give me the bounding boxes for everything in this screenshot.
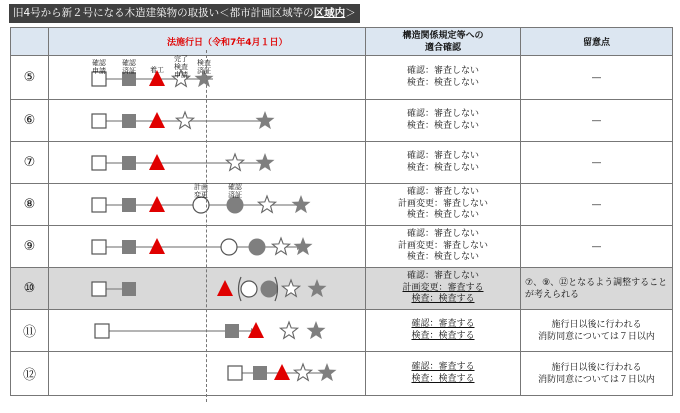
row-number: ⑪ [11, 310, 49, 352]
timeline-cell [49, 56, 366, 100]
row-number: ⑥ [11, 100, 49, 142]
legend-line: 変更 [194, 191, 208, 199]
construction-start-marker [149, 238, 165, 254]
header-confirm-line2: 適合確認 [424, 42, 461, 53]
timeline-cell [49, 100, 366, 142]
timeline-graphic [49, 268, 366, 314]
header-num [11, 28, 49, 56]
confirm-issued-marker [122, 114, 136, 128]
legend-line: 済証 [228, 191, 242, 199]
inspection-issued-marker [292, 195, 311, 213]
confirm-line: 検査：検査しない [406, 162, 479, 173]
row-number: ⑧ [11, 184, 49, 226]
legend-plan_change [191, 183, 211, 199]
table-row [11, 184, 673, 226]
row-number: ⑦ [11, 142, 49, 184]
confirm-issued-marker [122, 282, 136, 296]
legend-line: 検査 [197, 59, 211, 67]
header-notes: 留意点 [521, 28, 673, 56]
legend-inspect [194, 59, 214, 75]
legend-issued [119, 59, 139, 75]
confirm-line: 検査：検査しない [406, 210, 479, 221]
note-line: ― [592, 199, 601, 210]
construction-start-marker [217, 280, 233, 296]
timeline-cell [49, 142, 366, 184]
construction-start-marker [149, 112, 165, 128]
confirm-issued-marker [225, 324, 239, 338]
notes-cell [521, 310, 673, 352]
confirm-line: 確認：審査する [411, 362, 475, 372]
legend-line: 計画 [194, 183, 208, 191]
legend-line: 完了 [174, 55, 188, 63]
confirm-line: 確認：審査しない [406, 109, 479, 119]
confirm-apply-marker [92, 198, 106, 212]
table-row [11, 310, 673, 352]
inspection-issued-marker [308, 279, 327, 297]
completion-inspection-apply-marker [258, 196, 275, 212]
legend-line: 確認 [122, 59, 136, 67]
row-number: ⑩ [11, 268, 49, 310]
confirm-apply-marker [92, 114, 106, 128]
row-number: ⑤ [11, 56, 49, 100]
inspection-issued-marker [307, 321, 326, 339]
confirm-cell [366, 352, 521, 396]
change-issued-marker [227, 197, 244, 214]
treatment-table [10, 27, 673, 396]
inspection-issued-marker [318, 363, 337, 381]
confirm-line: 検査：検査しない [406, 120, 479, 131]
confirm-line: 検査：検査する [411, 330, 475, 341]
notes-cell [521, 100, 673, 142]
confirm-line: 確認：審査しない [406, 271, 479, 282]
confirm-cell [366, 100, 521, 142]
legend-line: 済証 [197, 67, 211, 75]
notes-cell [521, 56, 673, 100]
confirm-issued-marker [122, 156, 136, 170]
note-line: が考えられる [525, 289, 580, 300]
confirm-apply-marker [92, 282, 106, 296]
confirm-line: 検査：検査する [411, 294, 475, 305]
change-issued-marker [261, 281, 278, 298]
construction-start-marker [274, 364, 290, 380]
confirm-line: 計画変更：審査しない [397, 240, 488, 251]
completion-inspection-apply-marker [272, 238, 289, 254]
header-law-date: 法施行日（令和7年4月１日） [49, 28, 366, 56]
legend-line: 検査 [174, 63, 188, 71]
timeline-cell [49, 352, 366, 396]
header-row [11, 28, 673, 56]
timeline-graphic [49, 352, 366, 398]
completion-inspection-apply-marker [282, 280, 299, 296]
legend-line: 確認 [228, 183, 242, 191]
title-main: 旧4号から新２号になる木造建築物の取扱い＜都市計画区域等の [13, 7, 314, 19]
note-line: 消防同意については７日以内 [538, 374, 655, 385]
legend-change_issued [225, 183, 245, 199]
title-bold: 区域内 [313, 7, 346, 19]
note-line: ― [592, 157, 601, 168]
inspection-issued-marker [256, 153, 275, 171]
note-line: ― [592, 241, 601, 252]
confirm-line: 検査：検査しない [406, 77, 479, 88]
confirm-issued-marker [253, 366, 267, 380]
notes-cell [521, 226, 673, 268]
page-title [9, 4, 360, 23]
confirm-issued-marker [122, 198, 136, 212]
legend-start [147, 66, 167, 74]
note-line: 施行日以後に行われる [551, 319, 642, 330]
confirm-issued-marker [122, 240, 136, 254]
table-row [11, 56, 673, 100]
confirm-line: 確認：審査する [411, 319, 475, 329]
completion-inspection-apply-marker [176, 112, 193, 128]
header-confirm [366, 28, 521, 56]
plan-change-marker [221, 239, 237, 255]
construction-start-marker [248, 322, 264, 338]
confirm-line: 計画変更：審査しない [397, 198, 488, 209]
confirm-apply-marker [92, 240, 106, 254]
construction-start-marker [149, 196, 165, 212]
inspection-issued-marker [256, 111, 275, 129]
timeline-cell [49, 310, 366, 352]
construction-start-marker [149, 154, 165, 170]
legend-apply [89, 59, 109, 75]
table-row [11, 100, 673, 142]
table-row [11, 226, 673, 268]
confirm-cell [366, 56, 521, 100]
legend-line: 申請 [174, 71, 188, 79]
notes-cell [521, 184, 673, 226]
note-line: ― [592, 72, 601, 83]
timeline-graphic [49, 100, 366, 146]
title-end: ＞ [345, 7, 356, 19]
completion-inspection-apply-marker [280, 322, 297, 338]
legend-line: 着工 [150, 66, 164, 74]
inspection-issued-marker [294, 237, 313, 255]
timeline-graphic [49, 226, 366, 272]
confirm-cell [366, 142, 521, 184]
timeline-cell [49, 226, 366, 268]
confirm-line: 確認：審査しない [406, 151, 479, 161]
note-line: ⑦、⑨、⑫となるよう調整すること [525, 277, 668, 288]
note-line: 消防同意については７日以内 [538, 331, 655, 342]
confirm-cell [366, 310, 521, 352]
table-row [11, 352, 673, 396]
table-row [11, 268, 673, 310]
legend-line: 済証 [122, 67, 136, 75]
timeline-graphic [49, 142, 366, 188]
confirm-line: 確認：審査しない [406, 187, 479, 198]
confirm-cell [366, 184, 521, 226]
notes-cell [521, 268, 673, 310]
timeline-cell [49, 268, 366, 310]
row-number: ⑨ [11, 226, 49, 268]
table-row [11, 142, 673, 184]
legend-line: 確認 [92, 59, 106, 67]
notes-cell [521, 142, 673, 184]
header-confirm-line1: 構造関係規定等への [402, 30, 484, 41]
timeline-cell [49, 184, 366, 226]
completion-inspection-apply-marker [294, 364, 311, 380]
note-line: 施行日以後に行われる [551, 362, 642, 373]
confirm-apply-marker [95, 324, 109, 338]
timeline-graphic [49, 310, 366, 356]
legend-line: 申請 [92, 67, 106, 75]
confirm-cell [366, 268, 521, 310]
confirm-apply-marker [92, 156, 106, 170]
notes-cell [521, 352, 673, 396]
completion-inspection-apply-marker [226, 154, 243, 170]
confirm-line: 確認：審査しない [406, 229, 479, 240]
confirm-cell [366, 226, 521, 268]
confirm-line: 検査：検査する [411, 373, 475, 384]
plan-change-marker [241, 281, 257, 297]
confirm-line: 検査：検査しない [406, 252, 479, 263]
confirm-line: 確認：審査しない [406, 66, 479, 76]
row-number: ⑫ [11, 352, 49, 396]
law-date-divider [206, 50, 207, 402]
confirm-line: 計画変更：審査する [402, 282, 484, 293]
change-issued-marker [249, 239, 266, 256]
confirm-apply-marker [228, 366, 242, 380]
legend-complete [171, 55, 191, 79]
note-line: ― [592, 115, 601, 126]
